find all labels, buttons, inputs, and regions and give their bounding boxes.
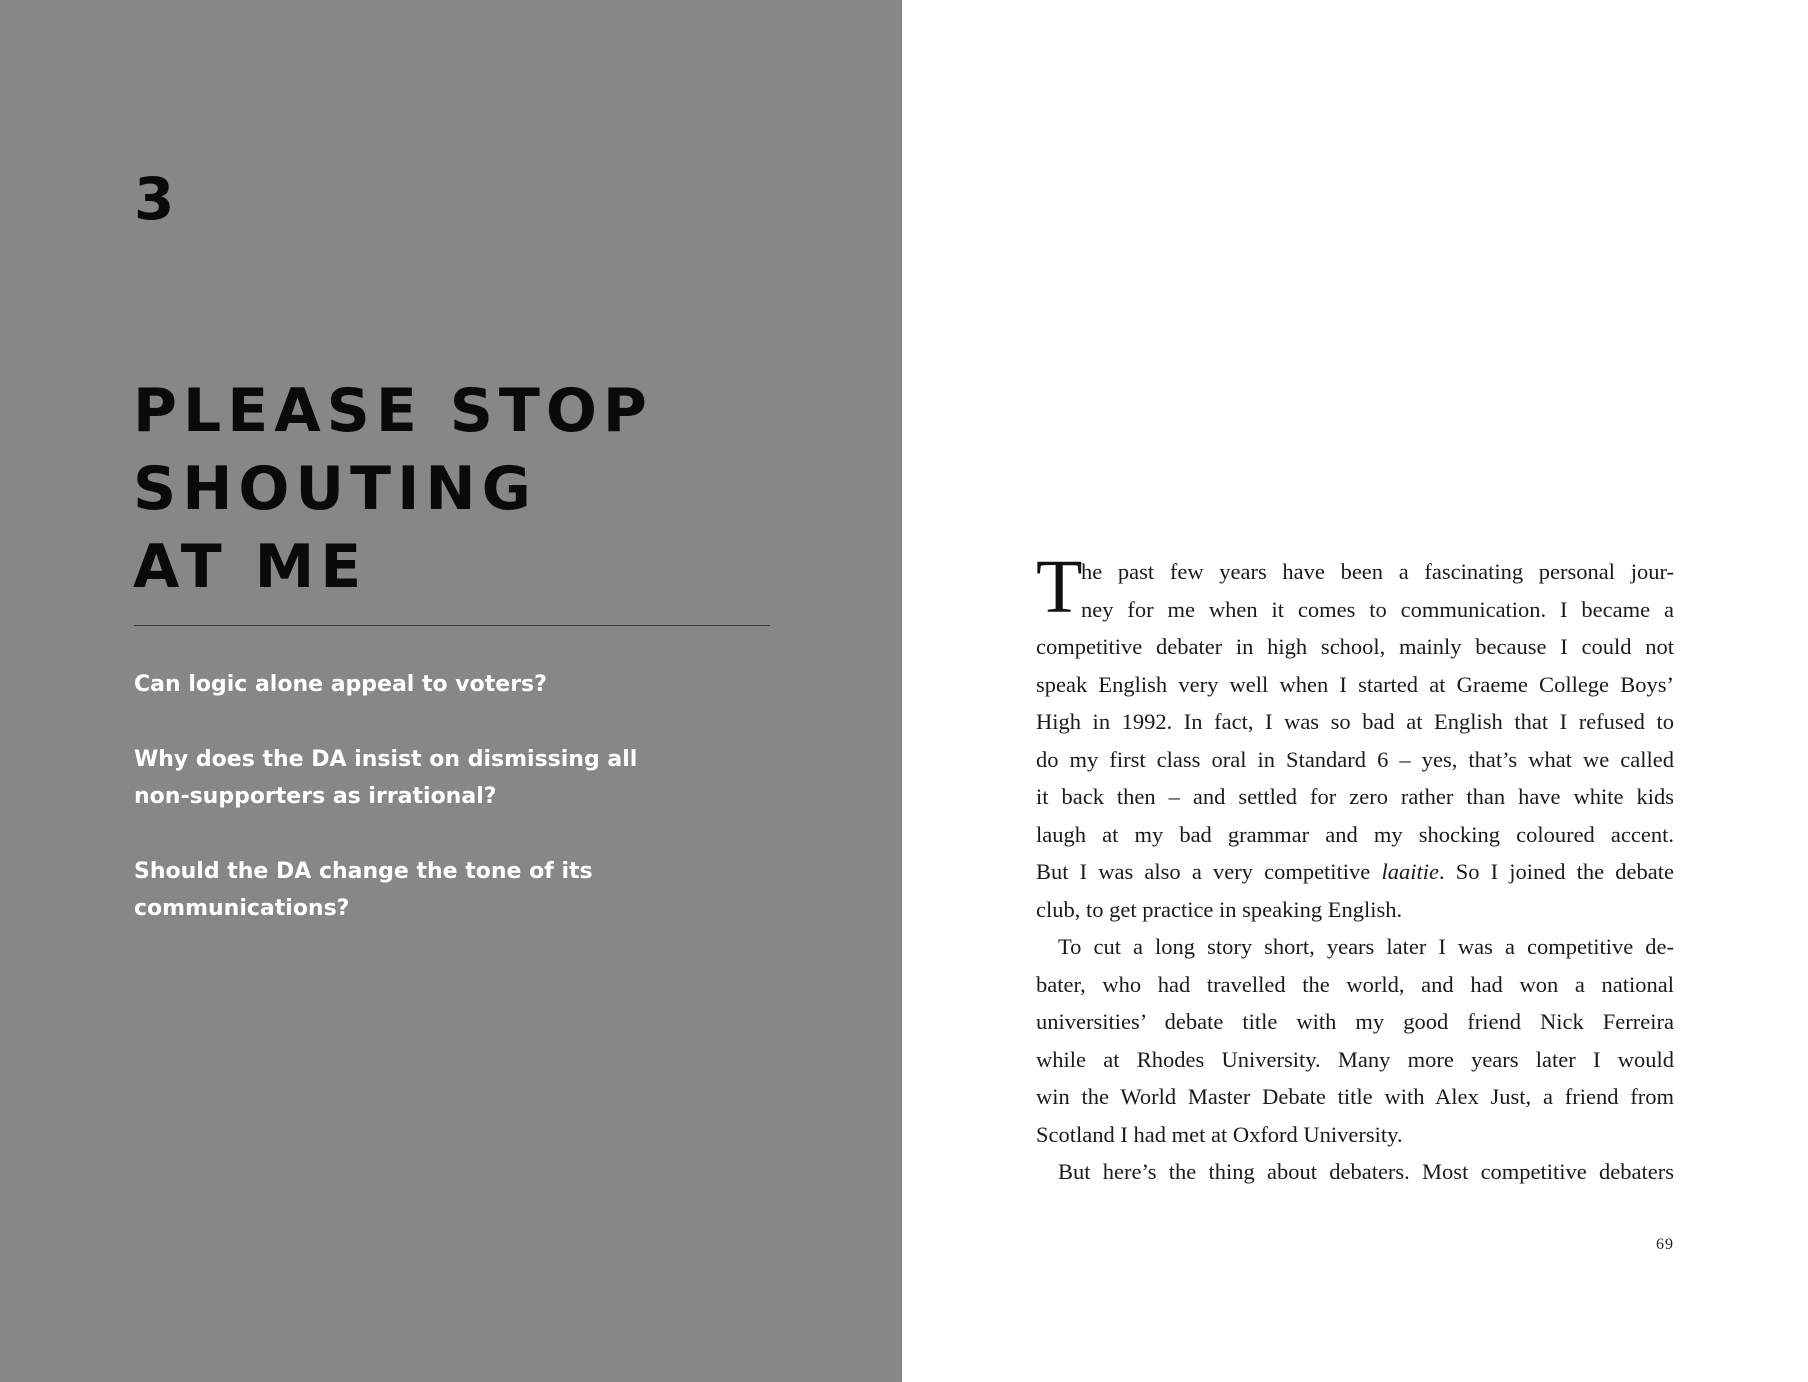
chapter-title-line: AT ME — [133, 532, 368, 602]
title-divider — [134, 625, 770, 626]
body-text-page — [902, 0, 1808, 1382]
chapter-questions — [134, 666, 694, 965]
page-number: 69 — [1656, 1236, 1674, 1253]
text-line: ney for me when it comes to communication. I became a — [1081, 596, 1674, 622]
text-line: win the World Master Debate title with Alex Just, a friend from — [1036, 1084, 1674, 1109]
text-fragment: But I was also a very competitive — [1036, 859, 1382, 884]
question-item — [134, 853, 694, 927]
paragraph — [1036, 928, 1674, 1153]
chapter-opener-page — [0, 0, 902, 1382]
text-line: To cut a long story short, years later I was a competitive de- — [1058, 934, 1674, 959]
text-line: Scotland I had met at Oxford University. — [1036, 1121, 1403, 1147]
italic-word: laaitie — [1381, 859, 1439, 884]
text-line: speak English very well when I started at Graeme College Boys’ — [1036, 671, 1674, 697]
question-item — [134, 666, 694, 703]
question-line: Should the DA change the tone of its — [134, 859, 593, 884]
text-line: High in 1992. In fact, I was so bad at English that I refused to — [1036, 709, 1674, 734]
text-line: it back then – and settled for zero rather than have white kids — [1036, 784, 1674, 809]
text-line — [1036, 853, 1674, 891]
question-line: Why does the DA insist on dismissing all — [134, 747, 638, 772]
question-line: communications? — [134, 896, 350, 921]
text-line: bater, who had travelled the world, and had won a national — [1036, 971, 1674, 997]
text-line: club, to get practice in speaking English. — [1036, 896, 1403, 922]
chapter-number: 3 — [134, 165, 175, 233]
text-line: while at Rhodes University. Many more years later I would — [1036, 1046, 1674, 1072]
text-line: he past few years have been a fascinating personal jour- — [1081, 559, 1674, 584]
question-line: non-supporters as irrational? — [134, 784, 497, 809]
text-line: competitive debater in high school, mainly because I could not — [1036, 634, 1674, 659]
text-line: But here’s the thing about debaters. Most competitive debaters — [1058, 1159, 1674, 1184]
question-item — [134, 741, 694, 815]
text-fragment: . So I joined the debate — [1438, 859, 1675, 884]
chapter-title-line: PLEASE STOP — [133, 376, 653, 446]
chapter-title — [133, 372, 793, 606]
paragraph — [1036, 1153, 1674, 1191]
chapter-title-line: SHOUTING — [133, 454, 537, 524]
question-line: Can logic alone appeal to voters? — [134, 672, 547, 697]
paragraph — [1036, 545, 1675, 928]
drop-cap: T — [1036, 545, 1083, 629]
body-text — [1036, 545, 1675, 1191]
text-line: universities’ debate title with my good friend Nick Ferreira — [1036, 1009, 1674, 1034]
text-line: laugh at my bad grammar and my shocking coloured accent. — [1036, 821, 1674, 847]
text-line: do my first class oral in Standard 6 – yes, that’s what we called — [1036, 746, 1674, 772]
